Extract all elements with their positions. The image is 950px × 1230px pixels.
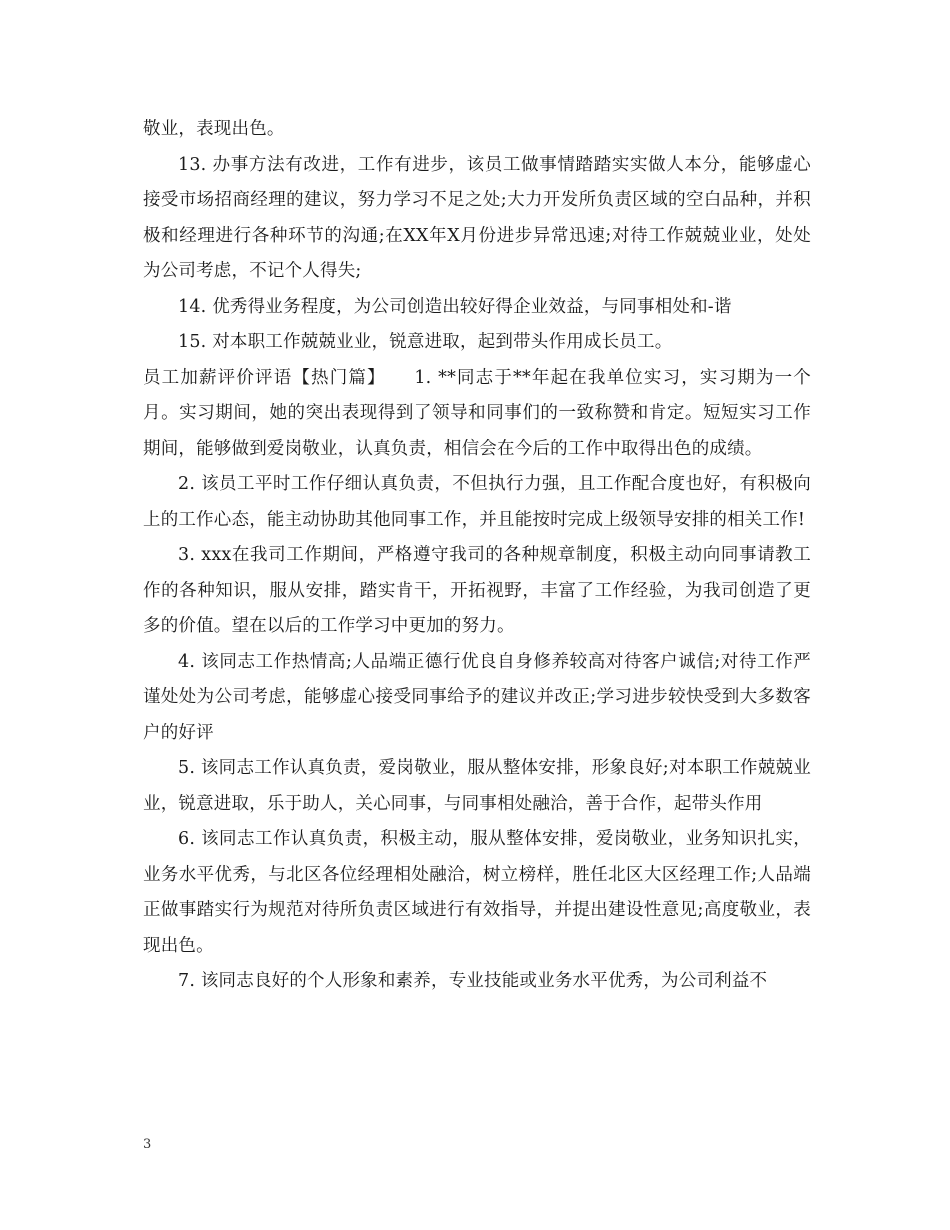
paragraph-item-7: 7. 该同志良好的个人形象和素养，专业技能或业务水平优秀，为公司利益不 — [178, 971, 768, 991]
paragraph-continuation: 敬业，表现出色。 — [143, 119, 285, 139]
section-heading-paragraph: 员工加薪评价评语【热门篇】 1. **同志于**年起在我单位实习，实习期为一个月。实习期间，她的突出表现得到了领导和同事们的一致称赞和肯定。短短实习工作期间，能够做到爱岗敬业，认真负责，相信会在今后的工作中取得出色的成绩。 — [143, 367, 811, 459]
paragraph-item-15: 15. 对本职工作兢兢业业，锐意进取，起到带头作用成长员工。 — [178, 332, 673, 352]
document-body — [143, 112, 811, 1000]
paragraph-item-5: 5. 该同志工作认真负责，爱岗敬业，服从整体安排，形象良好;对本职工作兢兢业业，锐意进取，乐于助人，关心同事，与同事相处融洽，善于合作，起带头作用 — [143, 758, 811, 814]
paragraph-item-13: 13. 办事方法有改进，工作有进步，该员工做事情踏踏实实做人本分，能够虚心接受市场招商经理的建议，努力学习不足之处;大力开发所负责区域的空白品种，并积极和经理进行各种环节的沟通;在XX年X月份进步异常迅速;对待工作兢兢业业，处处为公司考虑，不记个人得失; — [143, 154, 811, 281]
paragraph-item-14: 14. 优秀得业务程度，为公司创造出较好得企业效益，与同事相处和-谐 — [178, 296, 732, 317]
paragraph-item-3: 3. xxx在我司工作期间，严格遵守我司的各种规章制度，积极主动向同事请教工作的各种知识，服从安排，踏实肯干，开拓视野，丰富了工作经验，为我司创造了更多的价值。望在以后的工作学习中更加的努力。 — [143, 545, 811, 636]
paragraph-item-2: 2. 该员工平时工作仔细认真负责，不但执行力强，且工作配合度也好，有积极向上的工作心态，能主动协助其他同事工作，并且能按时完成上级领导安排的相关工作! — [143, 474, 811, 530]
page-number: 3 — [143, 1137, 152, 1152]
paragraph-item-4: 4. 该同志工作热情高;人品端正德行优良自身修养较高对待客户诚信;对待工作严谨处处为公司考虑，能够虚心接受同事给予的建议并改正;学习进步较快受到大多数客户的好评 — [143, 651, 811, 743]
paragraph-item-6: 6. 该同志工作认真负责，积极主动，服从整体安排，爱岗敬业，业务知识扎实，业务水平优秀，与北区各位经理相处融洽，树立榜样，胜任北区大区经理工作;人品端正做事踏实行为规范对待所负责区域进行有效指导，并提出建设性意见;高度敬业，表现出色。 — [143, 829, 811, 956]
